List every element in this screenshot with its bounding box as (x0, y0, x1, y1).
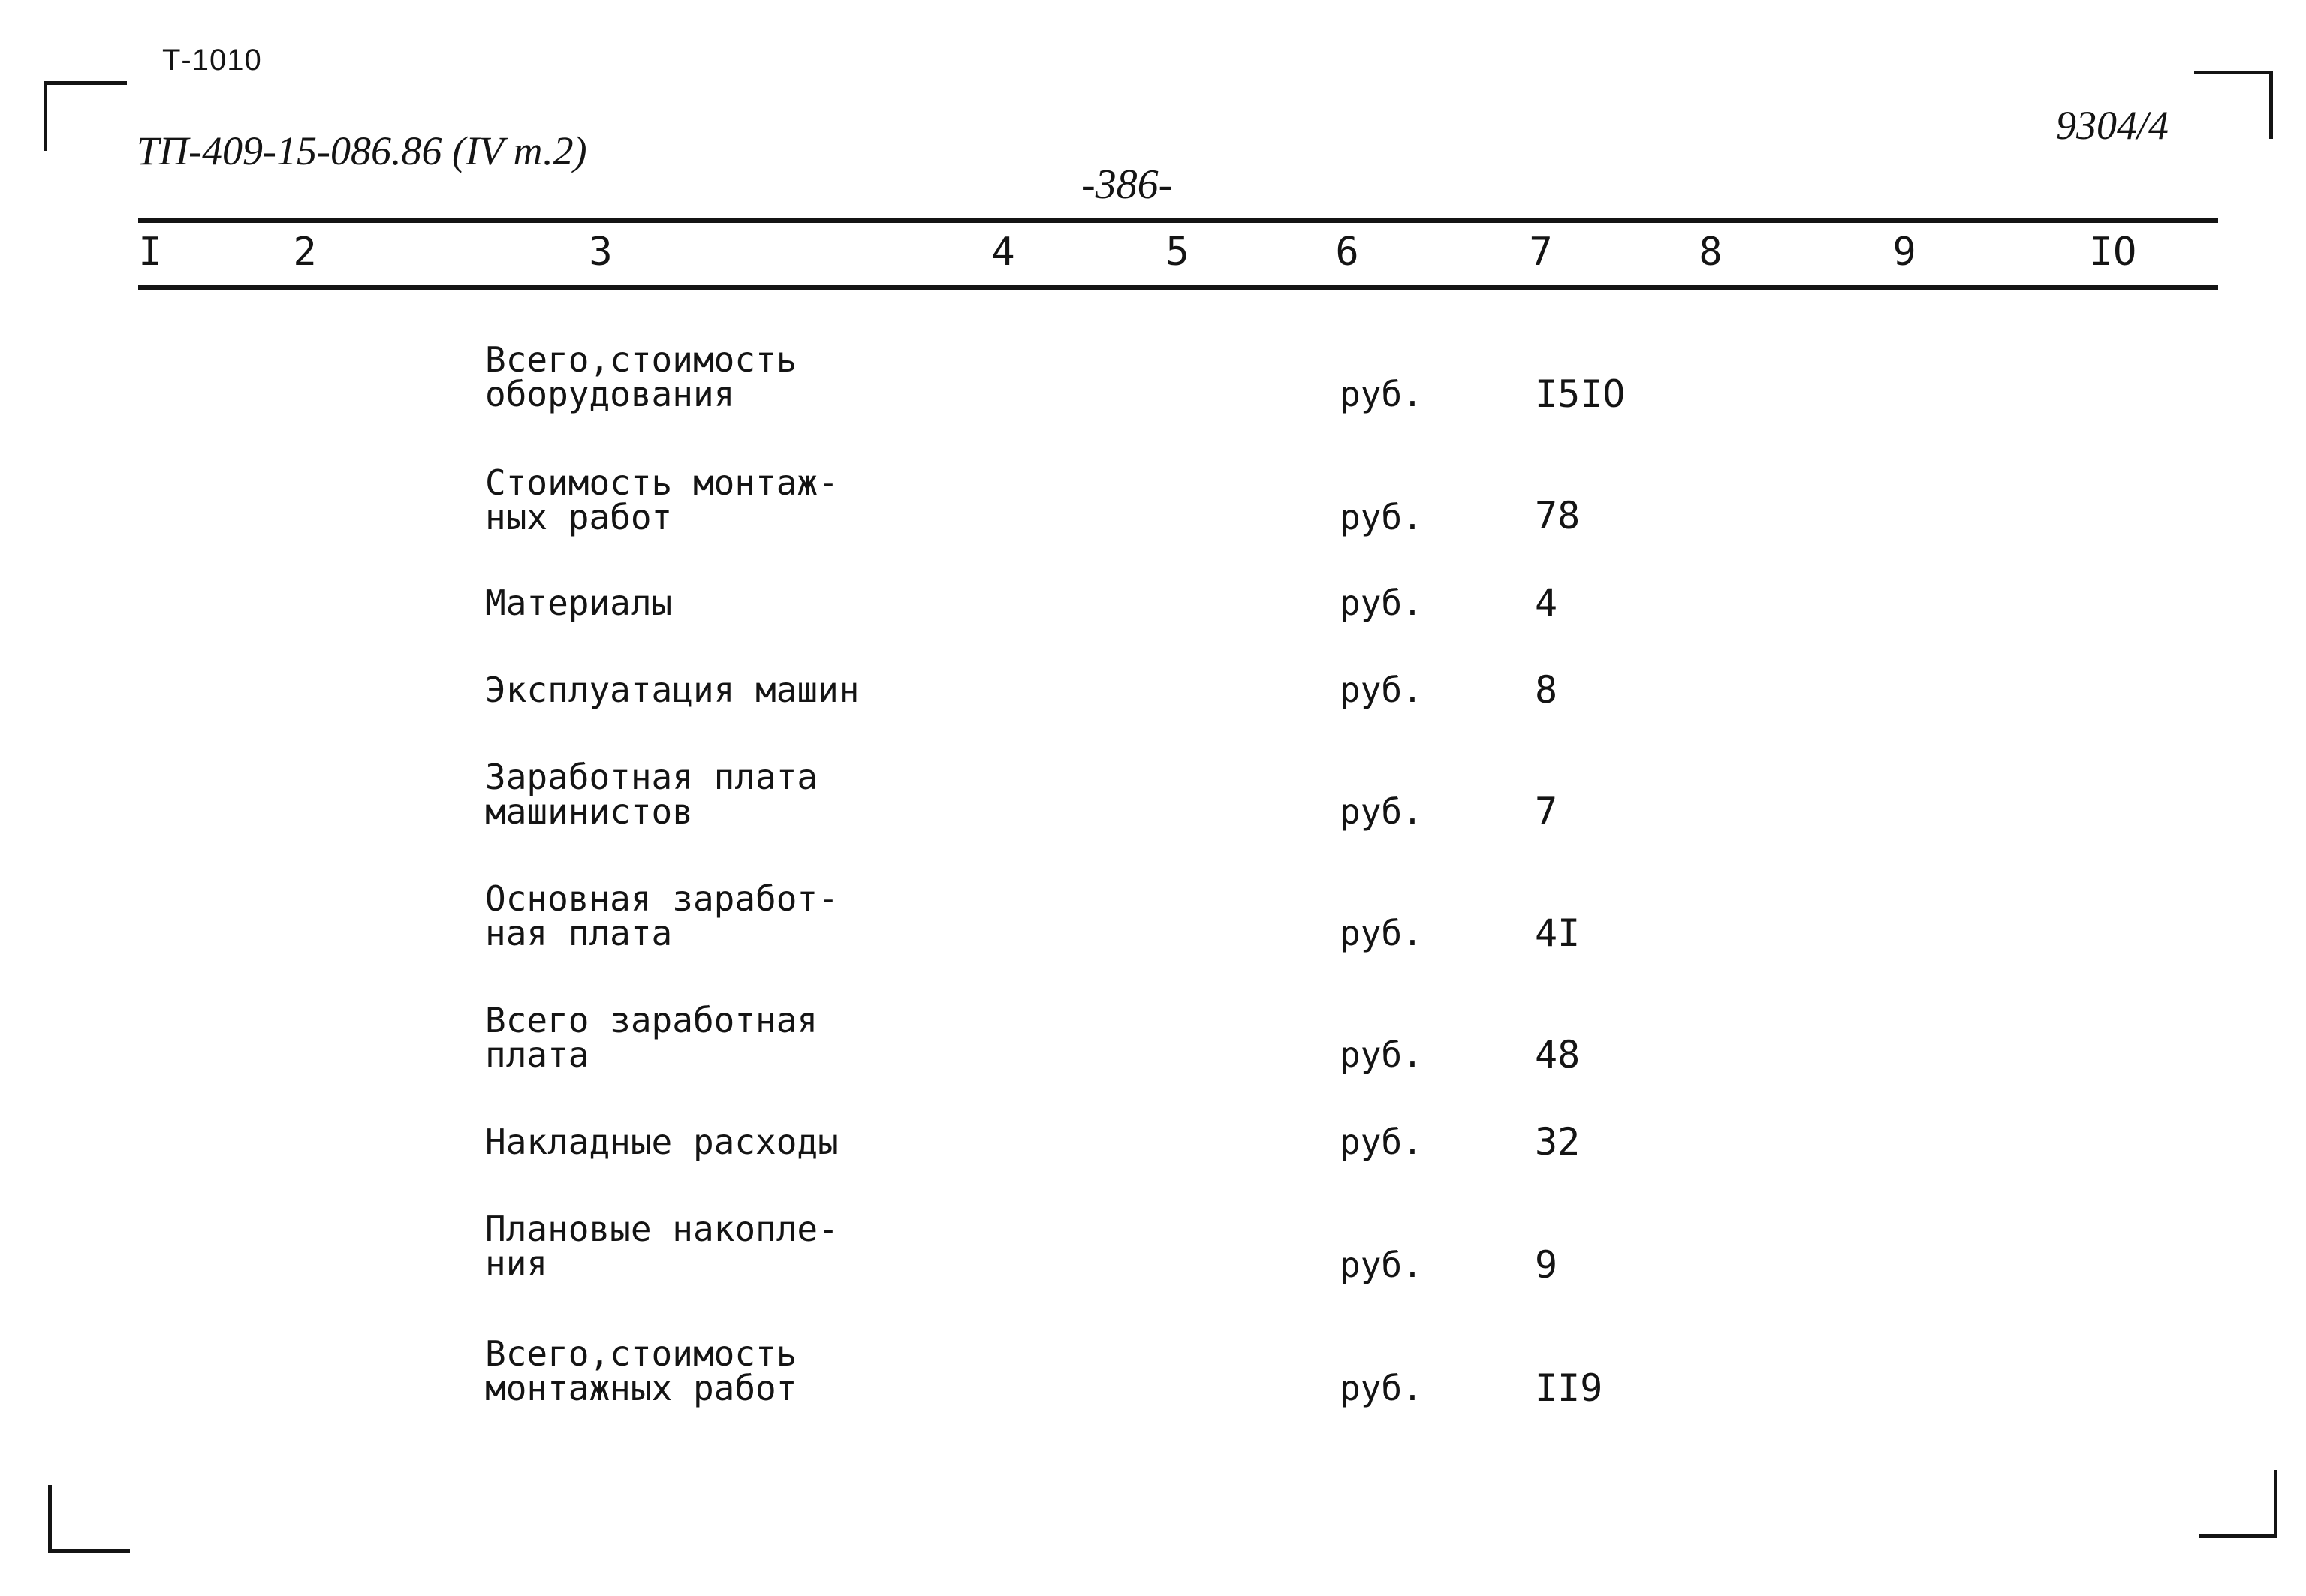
row-unit: руб. (1340, 1368, 1423, 1408)
page-number: -386- (1081, 161, 1173, 208)
project-reference: ТП-409-15-086.86 (IV т.2) (137, 128, 587, 173)
row-label: Всего заработная плата (485, 1000, 818, 1075)
row-value: 78 (1535, 494, 1581, 538)
row-value: I5IO (1535, 372, 1626, 416)
row-value: 9 (1535, 1243, 1558, 1287)
column-number-9: 9 (1892, 230, 1916, 275)
row-label: Накладные расходы (485, 1122, 839, 1162)
corner-mark-top-left (44, 81, 127, 151)
corner-mark-bottom-right (2199, 1470, 2277, 1538)
column-number-10: IO (2089, 230, 2137, 275)
row-value: 8 (1535, 668, 1558, 712)
table-header-top-rule (138, 218, 2218, 223)
row-label: Стоимость монтаж- ных работ (485, 462, 839, 538)
row-unit: руб. (1340, 583, 1423, 623)
corner-mark-bottom-left (48, 1485, 130, 1553)
row-unit: руб. (1340, 913, 1423, 953)
row-unit: руб. (1340, 791, 1423, 832)
row-value: 7 (1535, 790, 1558, 833)
column-number-5: 5 (1165, 230, 1189, 275)
row-value: 32 (1535, 1120, 1581, 1164)
doc-code: Т-1010 (162, 44, 262, 77)
row-label: Основная заработ- ная плата (485, 878, 839, 953)
row-unit: руб. (1340, 670, 1423, 710)
row-unit: руб. (1340, 1245, 1423, 1285)
column-number-8: 8 (1699, 230, 1723, 275)
row-label: Заработная плата машинистов (485, 757, 818, 832)
row-value: II9 (1535, 1366, 1603, 1410)
column-number-6: 6 (1335, 230, 1359, 275)
table-header-bottom-rule (138, 285, 2218, 290)
row-unit: руб. (1340, 374, 1423, 414)
column-number-7: 7 (1529, 230, 1553, 275)
row-unit: руб. (1340, 1034, 1423, 1075)
row-value: 4I (1535, 911, 1581, 955)
archive-number: 9304/4 (2056, 103, 2169, 148)
row-label: Всего,стоимость монтажных работ (485, 1333, 797, 1408)
column-number-4: 4 (991, 230, 1015, 275)
row-label: Эксплуатация машин (485, 670, 860, 710)
row-value: 4 (1535, 581, 1558, 625)
row-label: Плановые накопле- ния (485, 1209, 839, 1284)
row-unit: руб. (1340, 497, 1423, 538)
corner-mark-top-right (2194, 71, 2273, 139)
column-number-1: I (138, 230, 162, 275)
row-label: Всего,стоимость оборудования (485, 339, 797, 414)
row-value: 48 (1535, 1033, 1581, 1077)
column-number-3: 3 (589, 230, 613, 275)
row-label: Материалы (485, 583, 673, 623)
row-unit: руб. (1340, 1122, 1423, 1162)
column-number-2: 2 (293, 230, 317, 275)
